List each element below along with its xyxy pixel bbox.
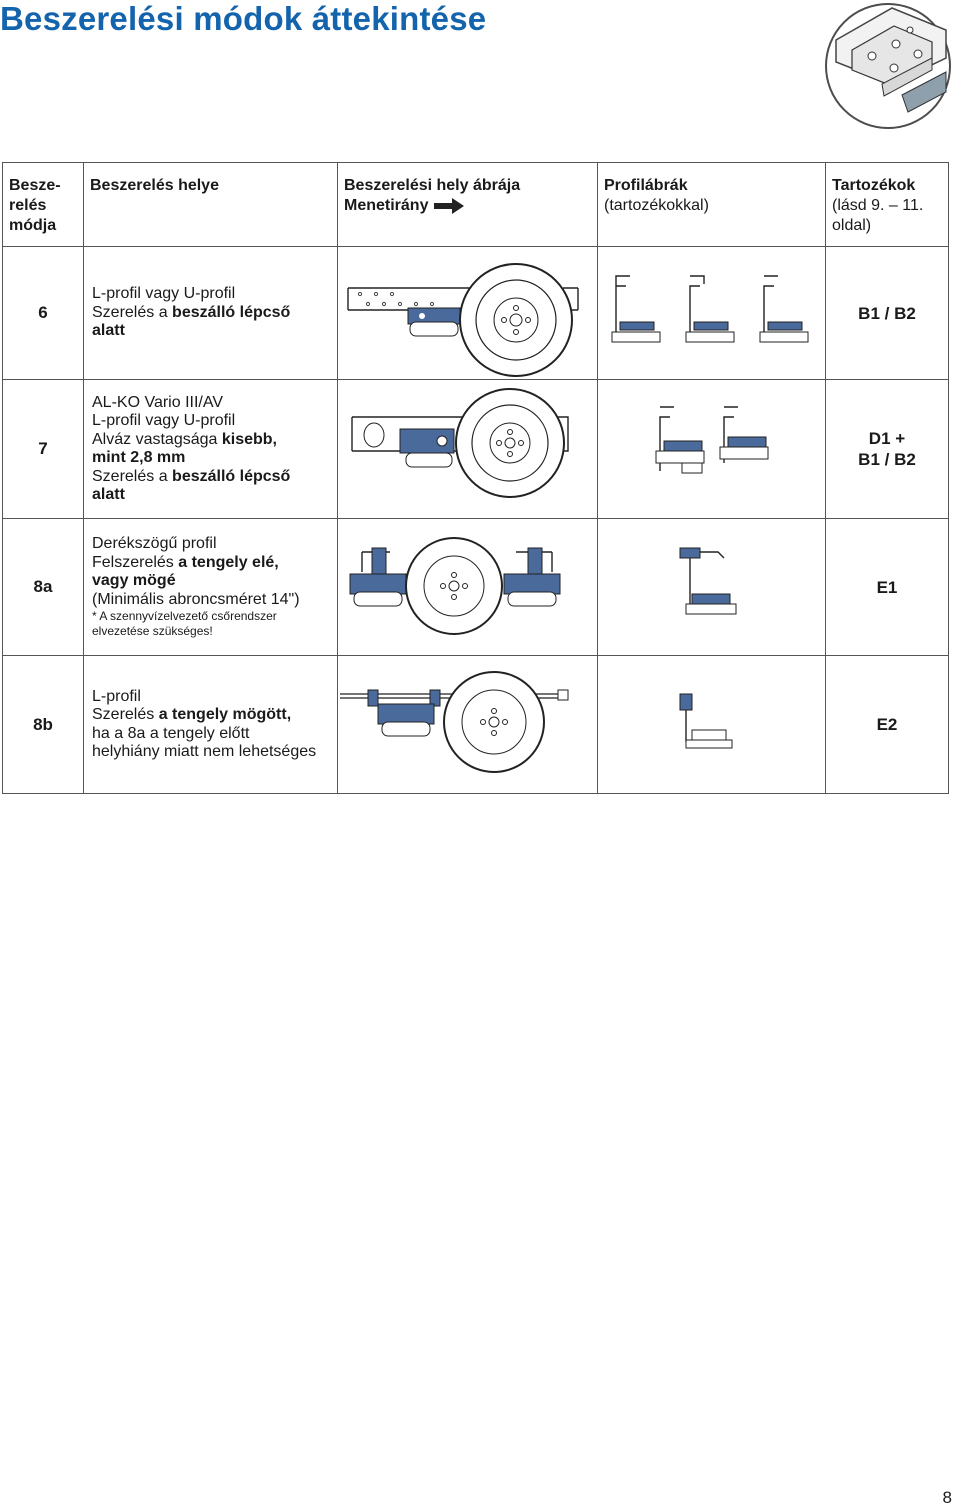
table-row bbox=[3, 519, 949, 656]
header-mode: Besze- relés módja bbox=[3, 163, 84, 247]
mounting-modes-table bbox=[2, 162, 949, 794]
profiles-cell bbox=[598, 656, 826, 794]
chassis-diagram-8b bbox=[338, 658, 596, 792]
table-row bbox=[3, 656, 949, 794]
chassis-diagram-7 bbox=[338, 381, 596, 517]
mode-cell: 6 bbox=[3, 247, 84, 380]
diagram-cell bbox=[338, 380, 598, 519]
chassis-diagram-8a bbox=[338, 520, 596, 654]
header-place: Beszerelés helye bbox=[84, 163, 338, 247]
mounting-detail-illustration bbox=[822, 0, 954, 132]
chassis-diagram-6 bbox=[338, 248, 596, 378]
mode-cell: 7 bbox=[3, 380, 84, 519]
direction-arrow-icon bbox=[434, 198, 464, 214]
accessory-cell: E2 bbox=[826, 656, 949, 794]
accessory-cell: E1 bbox=[826, 519, 949, 656]
profile-drawings-6 bbox=[598, 248, 824, 378]
diagram-cell bbox=[338, 519, 598, 656]
profiles-cell bbox=[598, 519, 826, 656]
accessory-cell: D1 + B1 / B2 bbox=[826, 380, 949, 519]
table-row bbox=[3, 247, 949, 380]
diagram-cell bbox=[338, 247, 598, 380]
page-title: Beszerelési módok áttekintése bbox=[0, 0, 487, 37]
place-cell: Derékszögű profil Felszerelés a tengely elé, vagy mögé (Minimális abroncsméret 14") * A szennyvízelvezető csőrendszer elvezetése szükséges! bbox=[84, 519, 338, 656]
table-row bbox=[3, 380, 949, 519]
table-header-row bbox=[3, 163, 949, 247]
profile-drawings-8a bbox=[598, 520, 824, 654]
mode-cell: 8a bbox=[3, 519, 84, 656]
profile-drawings-8b bbox=[598, 658, 824, 792]
place-cell: L-profil vagy U-profil Szerelés a beszálló lépcső alatt bbox=[84, 247, 338, 380]
mode-cell: 8b bbox=[3, 656, 84, 794]
header-diagram: Beszerelési hely ábrája Menetirány bbox=[338, 163, 598, 247]
place-cell: L-profil Szerelés a tengely mögött, ha a 8a a tengely előtt helyhiány miatt nem lehetséges bbox=[84, 656, 338, 794]
profiles-cell bbox=[598, 247, 826, 380]
header-profiles: Profilábrák (tartozékokkal) bbox=[598, 163, 826, 247]
diagram-cell bbox=[338, 656, 598, 794]
profile-drawings-7 bbox=[598, 381, 824, 517]
place-cell: AL-KO Vario III/AV L-profil vagy U-profil Alváz vastagsága kisebb, mint 2,8 mm Szerelés a beszálló lépcső alatt bbox=[84, 380, 338, 519]
accessory-cell: B1 / B2 bbox=[826, 247, 949, 380]
profiles-cell bbox=[598, 380, 826, 519]
page-number: 8 bbox=[942, 1488, 952, 1507]
header-accessories: Tartozékok (lásd 9. – 11. oldal) bbox=[826, 163, 949, 247]
